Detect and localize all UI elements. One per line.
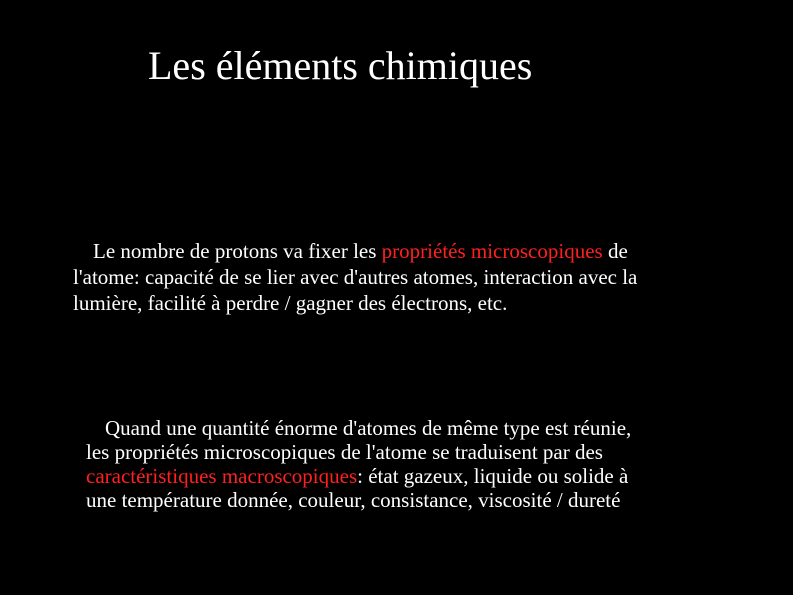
paragraph-line: [73, 238, 637, 264]
paragraph-line: l'atome: capacité de se lier avec d'autres atomes, interaction avec la: [73, 265, 638, 289]
slide-title: Les éléments chimiques: [148, 43, 533, 88]
highlight-microscopic-properties: propriétés microscopiques: [381, 239, 603, 263]
text-segment: Le nombre de protons va fixer les: [93, 239, 382, 263]
paragraph-line: Quand une quantité énorme d'atomes de même type est réunie,: [105, 416, 632, 440]
paragraph-protons: [73, 238, 637, 316]
paragraph-macroscopic: [86, 416, 631, 512]
paragraph-line: lumière, facilité à perdre / gagner des électrons, etc.: [73, 291, 508, 315]
text-segment: de: [602, 239, 628, 263]
paragraph-line: [86, 464, 631, 488]
paragraph-line: les propriétés microscopiques de l'atome se traduisent par des: [86, 440, 603, 464]
text-segment: : état gazeux, liquide ou solide à: [357, 464, 629, 488]
highlight-macroscopic-characteristics: caractéristiques macroscopiques: [86, 464, 358, 488]
paragraph-line: une température donnée, couleur, consistance, viscosité / dureté: [86, 488, 621, 512]
